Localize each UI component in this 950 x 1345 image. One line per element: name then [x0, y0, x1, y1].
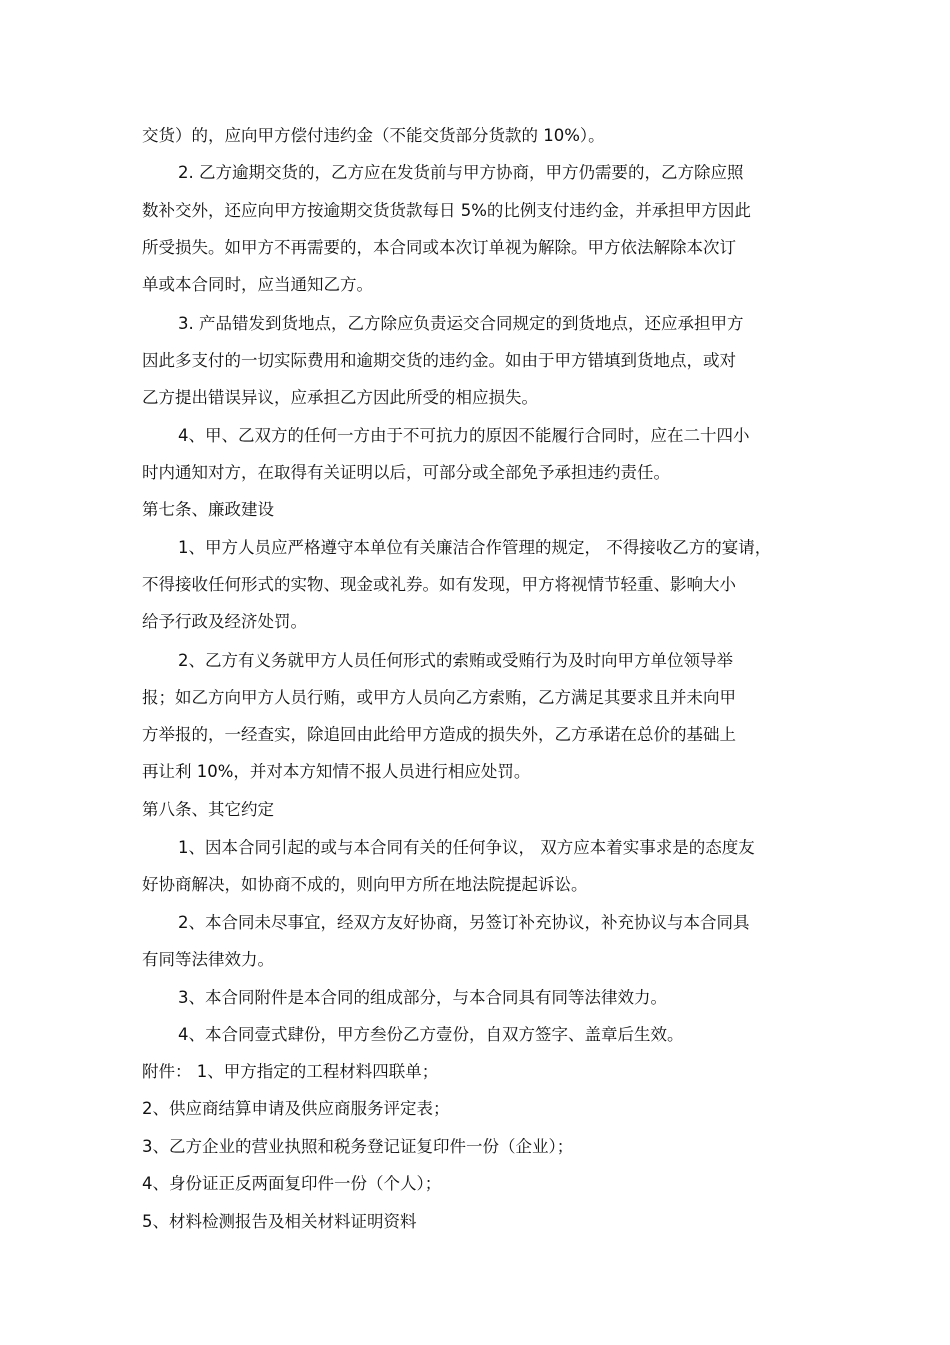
text-line: 报；如乙方向甲方人员行贿，或甲方人员向乙方索贿，乙方满足其要求且并未向甲	[142, 688, 736, 707]
text-line: 2、乙方有义务就甲方人员任何形式的索贿或受贿行为及时向甲方单位领导举	[178, 651, 733, 670]
text-line: 数补交外，还应向甲方按逾期交货货款每日 5%的比例支付违约金，并承担甲方因此	[142, 201, 751, 220]
text-line: 2. 乙方逾期交货的，乙方应在发货前与甲方协商，甲方仍需要的，乙方除应照	[178, 163, 744, 182]
text-line: 1、因本合同引起的或与本合同有关的任何争议， 双方应本着实事求是的态度友	[178, 838, 755, 857]
attachment-line: 3、乙方企业的营业执照和税务登记证复印件一份（企业）；	[142, 1137, 574, 1156]
attachment-line: 2、供应商结算申请及供应商服务评定表；	[142, 1099, 450, 1118]
section-heading: 第七条、廉政建设	[142, 500, 274, 519]
text-line: 乙方提出错误异议，应承担乙方因此所受的相应损失。	[142, 388, 538, 407]
text-line: 时内通知对方，在取得有关证明以后，可部分或全部免予承担违约责任。	[142, 463, 670, 482]
text-line: 交货）的，应向甲方偿付违约金（不能交货部分货款的 10%）。	[142, 126, 605, 145]
text-line: 2、本合同未尽事宜，经双方友好协商，另签订补充协议，补充协议与本合同具	[178, 913, 750, 932]
attachment-line: 5、材料检测报告及相关材料证明资料	[142, 1212, 417, 1231]
text-line: 不得接收任何形式的实物、现金或礼券。如有发现，甲方将视情节轻重、影响大小	[142, 575, 736, 594]
section-heading: 第八条、其它约定	[142, 800, 274, 819]
text-line: 3. 产品错发到货地点，乙方除应负责运交合同规定的到货地点，还应承担甲方	[178, 314, 744, 333]
text-line: 给予行政及经济处罚。	[142, 612, 307, 631]
text-line: 有同等法律效力。	[142, 950, 274, 969]
attachment-line: 4、身份证正反两面复印件一份（个人）；	[142, 1174, 442, 1193]
text-line: 3、本合同附件是本合同的组成部分，与本合同具有同等法律效力。	[178, 988, 667, 1007]
text-line: 再让利 10%，并对本方知情不报人员进行相应处罚。	[142, 762, 531, 781]
text-line: 因此多支付的一切实际费用和逾期交货的违约金。如由于甲方错填到货地点，或对	[142, 351, 736, 370]
text-line: 1、甲方人员应严格遵守本单位有关廉洁合作管理的规定， 不得接收乙方的宴请，	[178, 538, 772, 557]
text-line: 方举报的，一经查实，除追回由此给甲方造成的损失外，乙方承诺在总价的基础上	[142, 725, 736, 744]
text-line: 单或本合同时，应当通知乙方。	[142, 275, 373, 294]
text-line: 所受损失。如甲方不再需要的，本合同或本次订单视为解除。甲方依法解除本次订	[142, 238, 736, 257]
attachment-line: 附件： 1、甲方指定的工程材料四联单；	[142, 1062, 439, 1081]
text-line: 好协商解决，如协商不成的，则向甲方所在地法院提起诉讼。	[142, 875, 588, 894]
text-line: 4、甲、乙双方的任何一方由于不可抗力的原因不能履行合同时，应在二十四小	[178, 426, 750, 445]
text-line: 4、本合同壹式肆份，甲方叁份乙方壹份，自双方签字、盖章后生效。	[178, 1025, 684, 1044]
